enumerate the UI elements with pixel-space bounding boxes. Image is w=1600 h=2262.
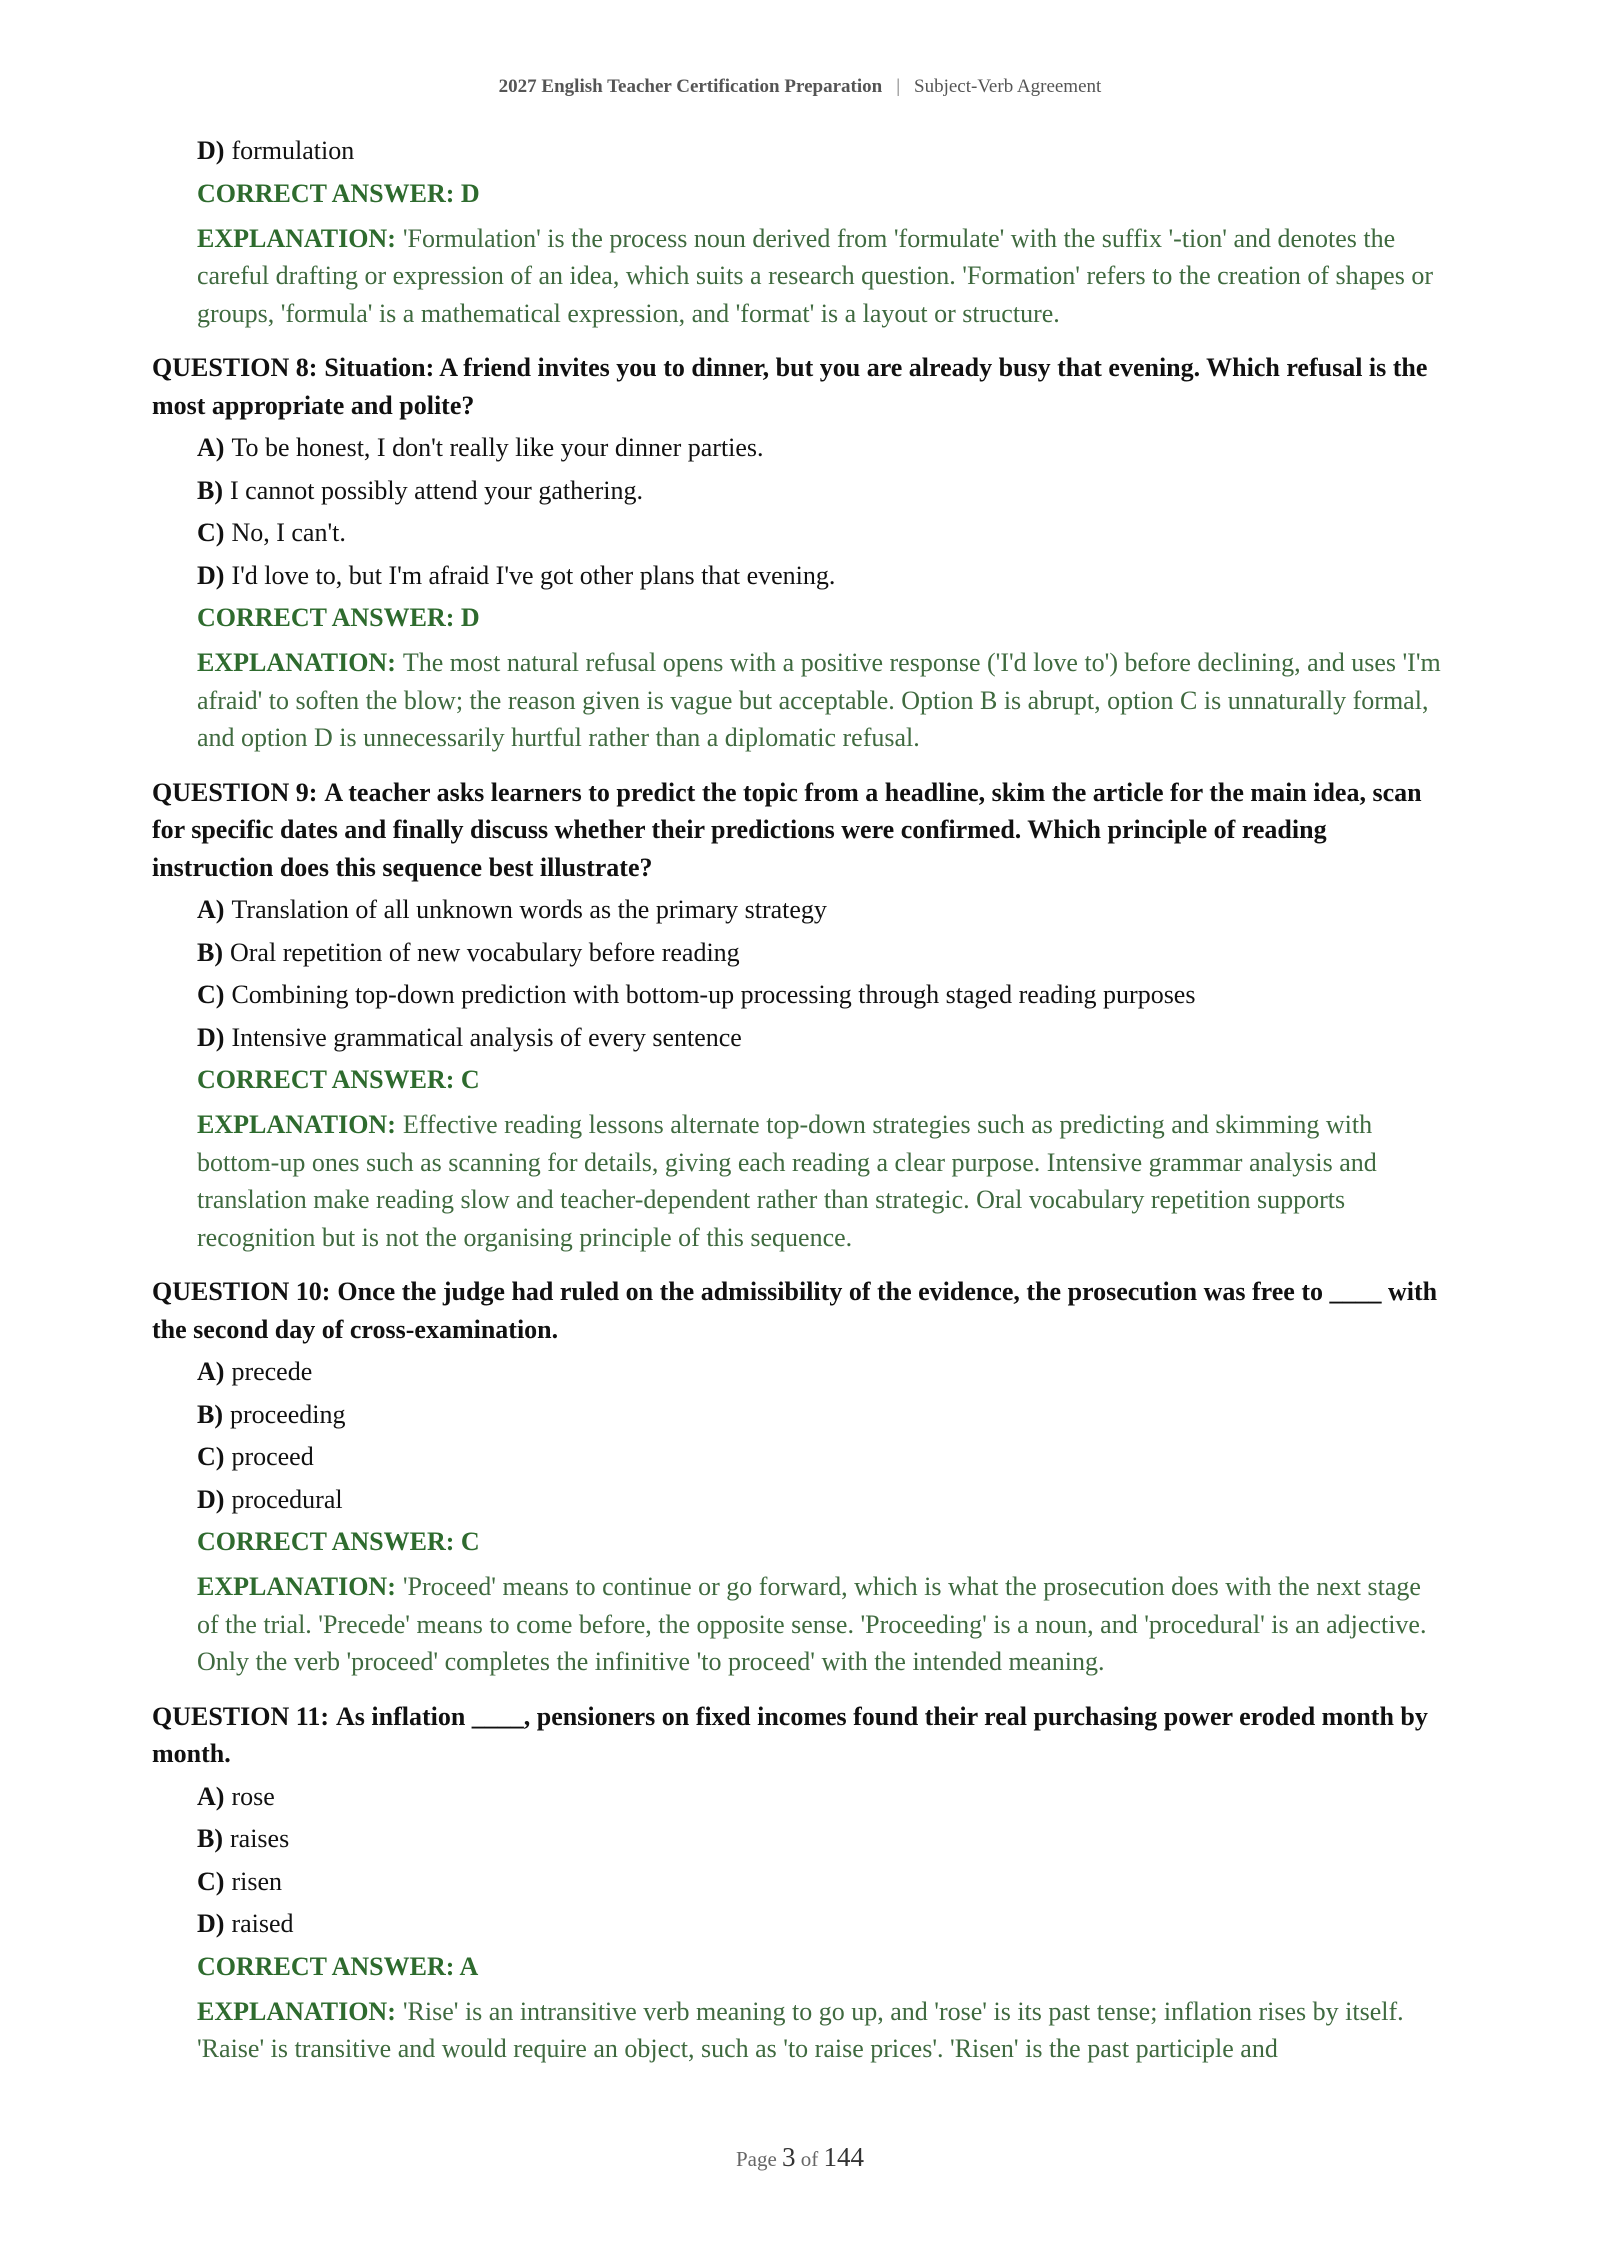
- option-letter: D): [197, 1022, 225, 1052]
- option-letter: C): [197, 518, 225, 547]
- correct-answer-label: CORRECT ANSWER:: [197, 603, 455, 632]
- option-letter: B): [197, 1399, 223, 1429]
- option-text: I cannot possibly attend your gathering.: [230, 475, 644, 505]
- answer-option: [197, 1356, 1448, 1388]
- option-letter: B): [197, 475, 223, 505]
- question-text: Once the judge had ruled on the admissibility of the evidence, the prosecution was free to ____ with the second day of cross-examination.: [152, 1277, 1438, 1344]
- explanation-label: EXPLANATION:: [197, 648, 396, 677]
- option-text: Translation of all unknown words as the primary strategy: [231, 895, 827, 924]
- explanation-text: 'Formulation' is the process noun derived from 'formulate' with the suffix '-tion' and denotes the careful drafting or expression of an idea, which suits a research question. 'Formation' refers to the creation of shapes or groups, 'formula' is a mathematical expression, and 'format' is a layout or structure.: [197, 223, 1434, 328]
- option-letter: B): [197, 1824, 223, 1853]
- option-text: I'd love to, but I'm afraid I've got other plans that evening.: [231, 560, 836, 590]
- answer-option: [197, 1484, 1448, 1516]
- answer-option: [197, 432, 1448, 464]
- question-text: Situation: A friend invites you to dinner, but you are already busy that evening. Which refusal is the most appropriate and polite?: [152, 353, 1428, 420]
- correct-answer-letter: C: [460, 1527, 480, 1556]
- answer-option: [197, 1441, 1448, 1473]
- explanation-label: EXPLANATION:: [197, 1110, 396, 1139]
- correct-answer-letter: D: [460, 178, 480, 208]
- question-stem: [152, 774, 1448, 887]
- answer-option: [197, 1399, 1448, 1431]
- explanation-label: EXPLANATION:: [197, 223, 396, 253]
- explanation: [197, 1993, 1448, 2068]
- answer-option: [197, 979, 1448, 1011]
- explanation-text: The most natural refusal opens with a positive response ('I'd love to') before declining, and uses 'I'm afraid' to soften the blow; the reason given is vague but acceptable. Option B is abrupt, option C is unnaturally formal, and option D is unnecessarily hurtful rather than a diplomatic refusal.: [197, 648, 1441, 752]
- option-text: raised: [231, 1909, 294, 1938]
- answer-option: [197, 937, 1448, 969]
- page-content: [152, 135, 1448, 2085]
- correct-answer-label: CORRECT ANSWER:: [197, 1527, 455, 1556]
- question-number: QUESTION 8:: [152, 353, 318, 382]
- explanation-text: 'Rise' is an intransitive verb meaning to go up, and 'rose' is its past tense; inflation rises by itself. 'Raise' is transitive and would require an object, such as 'to raise prices'. 'Risen' is the past participle and: [197, 1996, 1404, 2063]
- explanation-label: EXPLANATION:: [197, 1996, 396, 2026]
- option-letter: D): [197, 560, 225, 590]
- explanation-text: Effective reading lessons alternate top-down strategies such as predicting and skimming with bottom-up ones such as scanning for details, giving each reading a clear purpose. Intensive grammar analysis and translation make reading slow and teacher-dependent rather than strategic. Oral vocabulary repetition supports recognition but is not the organising principle of this sequence.: [197, 1110, 1377, 1252]
- explanation-label: EXPLANATION:: [197, 1572, 396, 1601]
- answer-option: [197, 517, 1448, 549]
- page-number: [0, 2142, 1600, 2173]
- option-letter: B): [197, 937, 223, 967]
- correct-answer-letter: C: [460, 1065, 480, 1094]
- option-letter: A): [197, 1781, 225, 1811]
- option-text: raises: [230, 1824, 290, 1853]
- answer-option: [197, 135, 1448, 167]
- answer-option: [197, 1781, 1448, 1813]
- option-text: procedural: [231, 1484, 343, 1514]
- correct-answer-label: CORRECT ANSWER:: [197, 1065, 455, 1094]
- question-text: A teacher asks learners to predict the topic from a headline, skim the article for the main idea, scan for specific dates and finally discuss whether their predictions were confirmed. Which principle of reading instruction does this sequence best illustrate?: [152, 777, 1422, 882]
- option-letter: A): [197, 1357, 225, 1386]
- option-text: Combining top-down prediction with bottom-up processing through staged reading purposes: [231, 980, 1196, 1009]
- option-text: rose: [231, 1781, 275, 1811]
- document-title: 2027 English Teacher Certification Preparation: [498, 76, 883, 97]
- question-number: QUESTION 11:: [152, 1701, 329, 1731]
- question-stem: [152, 1273, 1448, 1348]
- correct-answer-label: CORRECT ANSWER:: [197, 1951, 455, 1981]
- option-text: proceeding: [230, 1399, 346, 1429]
- explanation: [197, 1106, 1448, 1256]
- correct-answer: [197, 1064, 1448, 1096]
- question-number: QUESTION 9:: [152, 777, 318, 807]
- option-letter: C): [197, 1866, 225, 1896]
- option-text: No, I can't.: [231, 518, 346, 547]
- answer-option: [197, 475, 1448, 507]
- total-pages: 144: [823, 2142, 865, 2172]
- option-letter: C): [197, 1442, 225, 1471]
- explanation: [197, 220, 1448, 333]
- explanation-text: 'Proceed' means to continue or go forward, which is what the prosecution does with the next stage of the trial. 'Precede' means to come before, the opposite sense. 'Proceeding' is a noun, and 'procedural' is an adjective. Only the verb 'proceed' completes the infinitive 'to proceed' with the intended meaning.: [197, 1572, 1427, 1676]
- correct-answer: [197, 178, 1448, 210]
- correct-answer-letter: D: [460, 603, 480, 632]
- correct-answer: [197, 1526, 1448, 1558]
- option-letter: A): [197, 895, 225, 924]
- option-text: To be honest, I don't really like your dinner parties.: [231, 433, 764, 462]
- option-text: formulation: [231, 136, 355, 165]
- option-text: precede: [231, 1357, 313, 1386]
- option-letter: D): [197, 1909, 225, 1938]
- option-letter: C): [197, 980, 225, 1009]
- question-stem: [152, 349, 1448, 424]
- header-separator: |: [896, 76, 900, 97]
- answer-option: [197, 1866, 1448, 1898]
- question-text: As inflation ____, pensioners on fixed incomes found their real purchasing power eroded month by month.: [152, 1701, 1428, 1768]
- explanation: [197, 1568, 1448, 1681]
- correct-answer-letter: A: [459, 1951, 479, 1981]
- answer-option: [197, 1908, 1448, 1940]
- question-stem: [152, 1698, 1448, 1773]
- answer-option: [197, 560, 1448, 592]
- correct-answer-label: CORRECT ANSWER:: [197, 178, 455, 208]
- question-number: QUESTION 10:: [152, 1277, 331, 1306]
- current-page: 3: [782, 2142, 796, 2172]
- explanation: [197, 644, 1448, 757]
- option-letter: D): [197, 1484, 225, 1514]
- page-word: Page: [735, 2147, 777, 2171]
- correct-answer: [197, 602, 1448, 634]
- running-header: [0, 76, 1600, 98]
- option-letter: D): [197, 136, 225, 165]
- answer-option: [197, 894, 1448, 926]
- answer-option: [197, 1823, 1448, 1855]
- correct-answer: [197, 1951, 1448, 1983]
- answer-option: [197, 1022, 1448, 1054]
- option-text: Oral repetition of new vocabulary before reading: [230, 937, 740, 967]
- option-text: Intensive grammatical analysis of every sentence: [231, 1022, 742, 1052]
- section-topic: Subject-Verb Agreement: [914, 76, 1102, 97]
- option-letter: A): [197, 433, 225, 462]
- option-text: proceed: [231, 1442, 314, 1471]
- of-word: of: [800, 2147, 819, 2171]
- option-text: risen: [231, 1866, 282, 1896]
